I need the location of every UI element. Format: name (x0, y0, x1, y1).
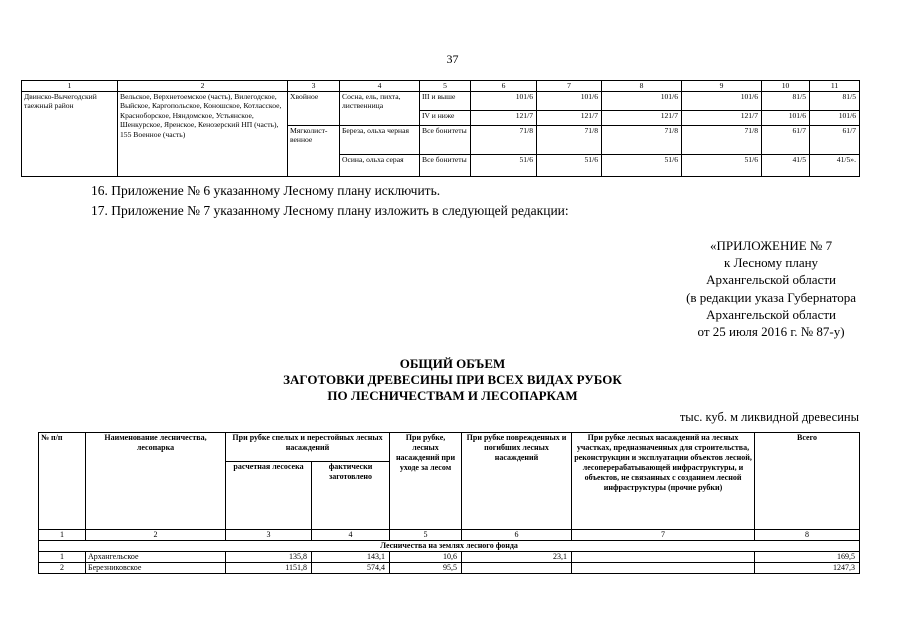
table-row: IV и ниже 121/7 121/7 121/7 121/7 101/6 101/6 (22, 110, 860, 125)
units-label: тыс. куб. м ликвидной древесины (679, 410, 859, 424)
table2-column-numbers: 1 2 3 4 5 6 7 8 (39, 530, 860, 541)
forestries-cell: Вельское, Верхнетоемское (часть), Вилегодское, Выйское, Каргопольское, Коношское, Котласское, Красноборское, Няндомское, Устьянское, Шенкурское, Яренское, Кенозерский НП (часть), 155 Военное (часть) (118, 91, 288, 176)
section-row: Лесничества на землях лесного фонда (39, 541, 860, 552)
district-cell: Двинско-Вычегодский таежный район (22, 91, 118, 176)
document-title: ОБЩИЙ ОБЪЕМ ЗАГОТОВКИ ДРЕВЕСИНЫ ПРИ ВСЕХ ВИДАХ РУБОК ПО ЛЕСНИЧЕСТВАМ И ЛЕСОПАРКАМ (283, 356, 622, 403)
paragraph-16: 16. Приложение № 6 указанному Лесному плану исключить. (91, 183, 441, 198)
appendix-header: «ПРИЛОЖЕНИЕ № 7 к Лесному плану Архангельской области (в редакции указа Губернатора Архангельской области от 25 июля 2016 г. № 87-у) (686, 238, 856, 340)
page-number: 37 (446, 52, 459, 66)
table-row: 1 Архангельское 135,8 143,1 10,6 23,1 169,5 (39, 552, 860, 563)
harvest-volume-table: № п/п Наименование лесничества, лесопарка При рубке спелых и перестойных лесных насаждений При рубке, лесных насаждений при уходе за лесом При рубке поврежденных и погибших лесных насаждений При рубке лесных насаждений на лесных участках, предназначенных для строительства, реконструкции и эксплуатации объектов лесной, лесоперерабатывающей инфраструктуры, и объектов, не связанных с созданием лесной инфраструктуры (прочие рубки) Всего расчетная лесосека фактически заготовлено 1 2 3 4 5 6 7 8 Лесничества на землях лесного фонда 1 Архангельское 135,8 143,1 10,6 23,1 169,5 2 Березниковское 1151,8 574,4 95,5 1247,3 (38, 432, 860, 574)
table-row: Двинско-Вычегодский таежный район Вельское, Верхнетоемское (часть), Вилегодское, Выйское, Каргопольское, Коношское, Котласское, Красноборское, Няндомское, Устьянское, Шенкурское, Яренское, Кенозерский НП (часть), 155 Военное (часть) Хвойное Сосна, ель, пихта, лиственница III и выше 101/6 101/6 101/6 101/6 81/5 81/5 (22, 91, 860, 110)
table-row: 2 Березниковское 1151,8 574,4 95,5 1247,3 (39, 563, 860, 574)
table2-header: № п/п Наименование лесничества, лесопарка При рубке спелых и перестойных лесных насаждений При рубке, лесных насаждений при уходе за лесом При рубке поврежденных и погибших лесных насаждений При рубке лесных насаждений на лесных участках, предназначенных для строительства, реконструкции и эксплуатации объектов лесной, лесоперерабатывающей инфраструктуры, и объектов, не связанных с созданием лесной инфраструктуры (прочие рубки) Всего (39, 433, 860, 462)
forest-norms-table (21, 80, 860, 177)
table-row: Мягколист-венное Береза, ольха черная Все бонитеты 71/8 71/8 71/8 71/8 61/7 61/7 (22, 125, 860, 154)
table-row: Осина, ольха серая Все бонитеты 51/6 51/6 51/6 51/6 41/5 41/5». (22, 154, 860, 176)
table1-column-numbers: 1 2 3 4 5 6 7 8 9 10 11 (22, 81, 860, 92)
paragraph-17: 17. Приложение № 7 указанному Лесному плану изложить в следующей редакции: (91, 203, 569, 218)
